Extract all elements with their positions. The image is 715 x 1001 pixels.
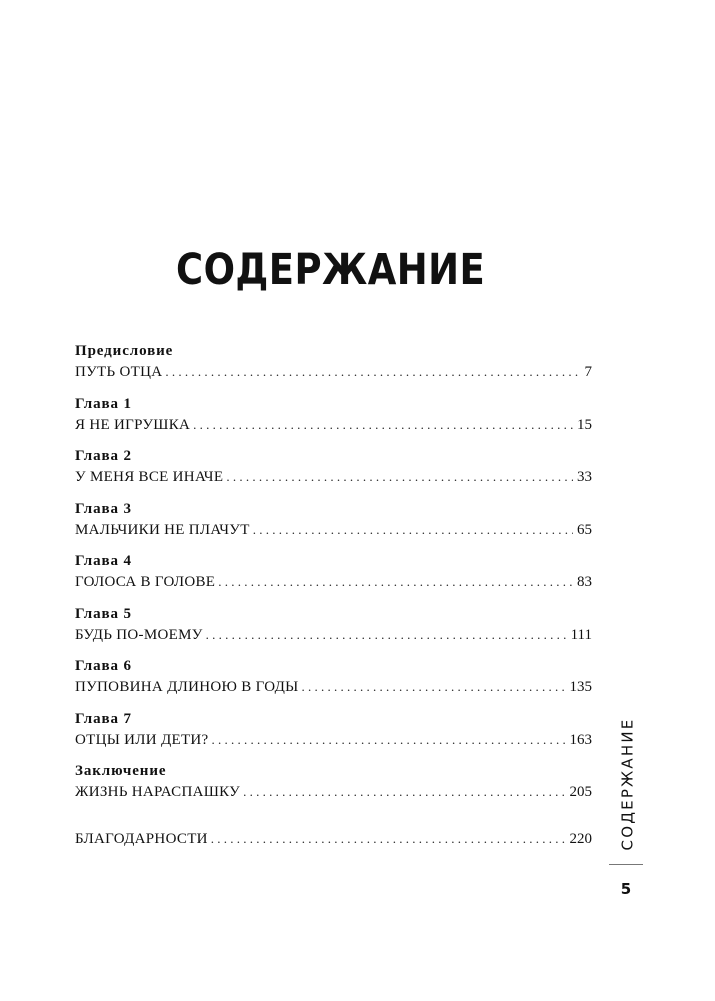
toc-section-label: Глава 6 [75,658,132,674]
toc-section-label: Глава 4 [75,553,132,569]
page-number: 5 [620,880,632,898]
dot-leader [302,676,566,698]
dot-leader [212,729,566,751]
dot-leader [226,466,573,488]
toc-section-label: Заключение [75,763,167,779]
toc-entry [75,571,592,593]
toc-entry [75,519,592,541]
toc-entry-title: ПУТЬ ОТЦА [75,364,163,380]
toc-section-label: Предисловие [75,343,174,359]
dot-leader [243,781,565,803]
toc-entry-page: 135 [569,679,592,695]
toc-entry [75,361,592,383]
toc-entry [75,828,592,850]
toc-section-conclusion [75,761,592,814]
folio-rule [609,864,643,865]
toc-entry-page: 15 [577,416,592,433]
toc-section-chapter-5 [75,604,592,657]
toc-section-chapter-1 [75,394,592,447]
toc-entry-title: У МЕНЯ ВСЕ ИНАЧЕ [75,469,224,485]
toc-section-chapter-6 [75,656,592,709]
toc-entry [75,624,592,646]
toc-entry-title: МАЛЬЧИКИ НЕ ПЛАЧУТ [75,521,250,538]
toc-section-chapter-7 [75,709,592,762]
toc-section-acknowledgements [75,828,592,866]
toc-entry-title: ОТЦЫ ИЛИ ДЕТИ? [75,731,209,748]
dot-leader [211,828,566,850]
toc-section-chapter-3 [75,499,592,552]
toc-entry-title: ЖИЗНЬ НАРАСПАШКУ [75,784,241,800]
toc-entry-page: 220 [569,830,592,847]
dot-leader [253,519,573,541]
toc-entry [75,781,592,803]
running-head [612,715,642,853]
toc-entry-title: ГОЛОСА В ГОЛОВЕ [75,574,216,590]
toc-entry-page: 205 [569,784,592,800]
toc-entry-page: 65 [577,521,592,538]
toc-entry [75,414,592,436]
toc-entry-title: Я НЕ ИГРУШКА [75,416,191,433]
running-head-text: СОДЕРЖАНИЕ [618,717,637,851]
dot-leader [206,624,567,646]
page-title: СОДЕРЖАНИЕ [176,245,486,295]
toc-section-chapter-2 [75,446,592,499]
toc-entry-page: 163 [569,731,592,748]
toc-entry [75,676,592,698]
toc-section-label: Глава 5 [75,605,132,622]
toc-entry-page: 111 [570,626,592,643]
toc-entry-title: БУДЬ ПО-МОЕМУ [75,626,203,643]
toc-entry-page: 33 [577,469,592,485]
toc-entry-page: 83 [577,574,592,590]
table-of-contents [75,341,592,866]
dot-leader [218,571,573,593]
toc-section-chapter-4 [75,551,592,604]
toc-section-label: Глава 2 [75,448,132,464]
toc-entry-page: 7 [584,364,592,380]
dot-leader [193,414,573,436]
toc-section-preface [75,341,592,394]
toc-entry-title: БЛАГОДАРНОСТИ [75,830,208,847]
toc-section-label: Глава 7 [75,710,132,727]
toc-entry [75,729,592,751]
toc-section-label: Глава 1 [75,395,132,412]
toc-section-label: Глава 3 [75,500,132,517]
toc-entry-title: ПУПОВИНА ДЛИНОЮ В ГОДЫ [75,679,299,695]
toc-entry [75,466,592,488]
dot-leader [165,361,580,383]
